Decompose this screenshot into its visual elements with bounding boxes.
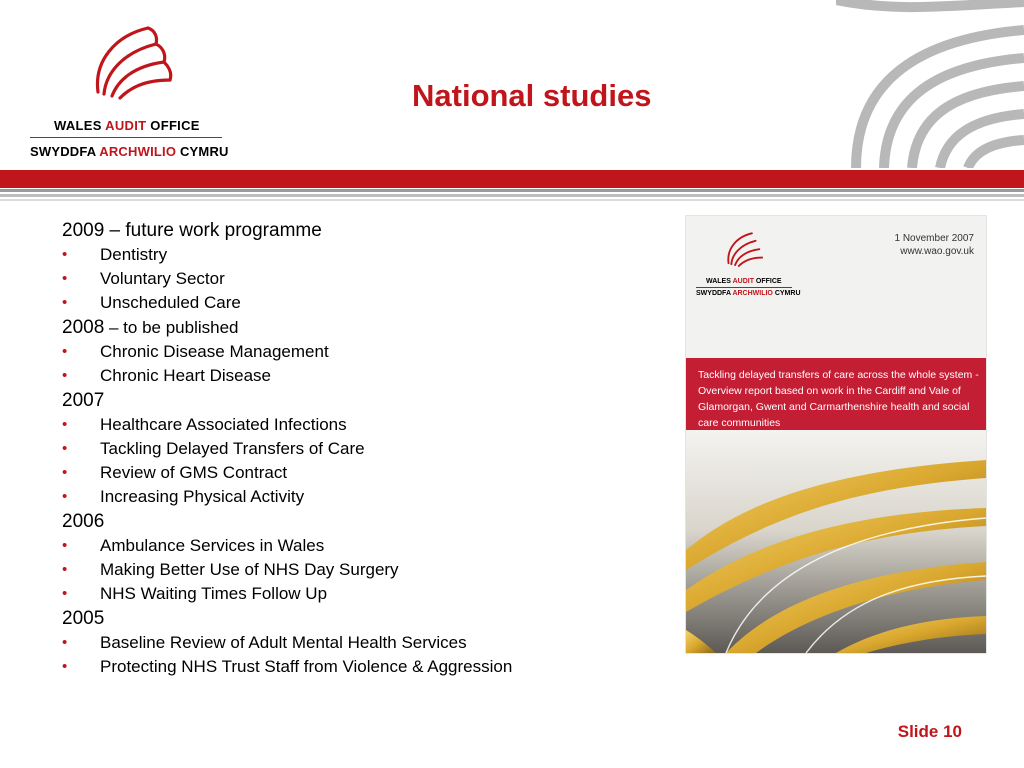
bullet-icon: • [62, 367, 68, 384]
year-heading [62, 606, 662, 631]
study-item-label: Increasing Physical Activity [100, 487, 305, 506]
year-heading [62, 388, 662, 413]
logo-divider [30, 137, 222, 138]
study-list [62, 340, 662, 388]
bullet-icon: • [62, 585, 68, 602]
cover-date-text: 1 November 2007 [894, 233, 974, 244]
slide-title: National studies [412, 78, 652, 113]
study-item [62, 485, 662, 509]
header-band-grey [0, 189, 1024, 192]
cover-logo [696, 230, 806, 300]
year-heading [62, 315, 662, 340]
logo-text-english: WALES AUDIT OFFICE [54, 118, 200, 133]
cover-title-text: Tackling delayed transfers of care across the whole system - Overview report based on work in the Cardiff and Vale of Glamorgan, Gwent and Carmarthenshire health and social care communities [698, 369, 979, 429]
study-item-label: Chronic Disease Management [100, 342, 329, 361]
slide-number: Slide 10 [897, 722, 962, 741]
year-heading [62, 218, 662, 243]
study-list [62, 534, 662, 606]
header-band-grey [0, 194, 1024, 197]
bullet-icon: • [62, 561, 68, 578]
study-item-label: Protecting NHS Trust Staff from Violence & Aggression [100, 657, 513, 676]
bullet-icon: • [62, 658, 68, 675]
study-list [62, 413, 662, 509]
cover-logo-text-english: WALES AUDIT OFFICE [706, 278, 782, 285]
study-item-label: Healthcare Associated Infections [100, 415, 347, 434]
bullet-icon: • [62, 343, 68, 360]
bullet-icon: • [62, 440, 68, 457]
study-list [62, 631, 662, 679]
study-item [62, 461, 662, 485]
year-note: – to be published [104, 318, 239, 337]
dragon-wing-icon [84, 22, 174, 114]
year-label: 2005 [62, 608, 105, 629]
study-item-label: Chronic Heart Disease [100, 366, 272, 385]
bullet-icon: • [62, 416, 68, 433]
bullet-icon: • [62, 537, 68, 554]
cover-date [895, 232, 975, 258]
bullet-icon: • [62, 294, 68, 311]
decorative-arcs [836, 0, 1024, 168]
logo-text-welsh: SWYDDFA ARCHWILIO CYMRU [30, 144, 229, 159]
year-label: 2009 – future work programme [62, 220, 322, 241]
study-item [62, 364, 662, 388]
cover-maze-image [686, 430, 986, 653]
study-item [62, 582, 662, 606]
study-item [62, 243, 662, 267]
study-item [62, 413, 662, 437]
study-item [62, 631, 662, 655]
cover-url: www.wao.gov.uk [900, 246, 974, 257]
dragon-wing-icon [722, 230, 764, 274]
study-item [62, 267, 662, 291]
year-label: 2007 [62, 390, 105, 411]
study-item-label: Unscheduled Care [100, 293, 241, 312]
study-item-label: Voluntary Sector [100, 269, 225, 288]
bullet-icon: • [62, 246, 68, 263]
bullet-icon: • [62, 488, 68, 505]
year-label: 2006 [62, 511, 105, 532]
bullet-icon: • [62, 634, 68, 651]
cover-logo-divider [696, 287, 792, 288]
study-item-label: Dentistry [100, 245, 168, 264]
study-item [62, 340, 662, 364]
study-item-label: Review of GMS Contract [100, 463, 288, 482]
year-label: 2008 [62, 317, 105, 338]
cover-logo-text-welsh: SWYDDFA ARCHWILIO CYMRU [696, 290, 801, 297]
study-item [62, 558, 662, 582]
studies-list [62, 218, 662, 679]
year-heading [62, 509, 662, 534]
study-item-label: Tackling Delayed Transfers of Care [100, 439, 365, 458]
study-item [62, 655, 662, 679]
bullet-icon: • [62, 464, 68, 481]
study-item [62, 437, 662, 461]
header-band-grey [0, 199, 1024, 201]
report-cover [686, 216, 986, 653]
study-item-label: Ambulance Services in Wales [100, 536, 325, 555]
study-item [62, 534, 662, 558]
bullet-icon: • [62, 270, 68, 287]
study-list [62, 243, 662, 315]
study-item-label: Baseline Review of Adult Mental Health Services [100, 633, 467, 652]
wales-audit-office-logo [28, 22, 228, 162]
header-band-red [0, 170, 1024, 188]
study-item-label: Making Better Use of NHS Day Surgery [100, 560, 399, 579]
study-item-label: NHS Waiting Times Follow Up [100, 584, 328, 603]
study-item [62, 291, 662, 315]
